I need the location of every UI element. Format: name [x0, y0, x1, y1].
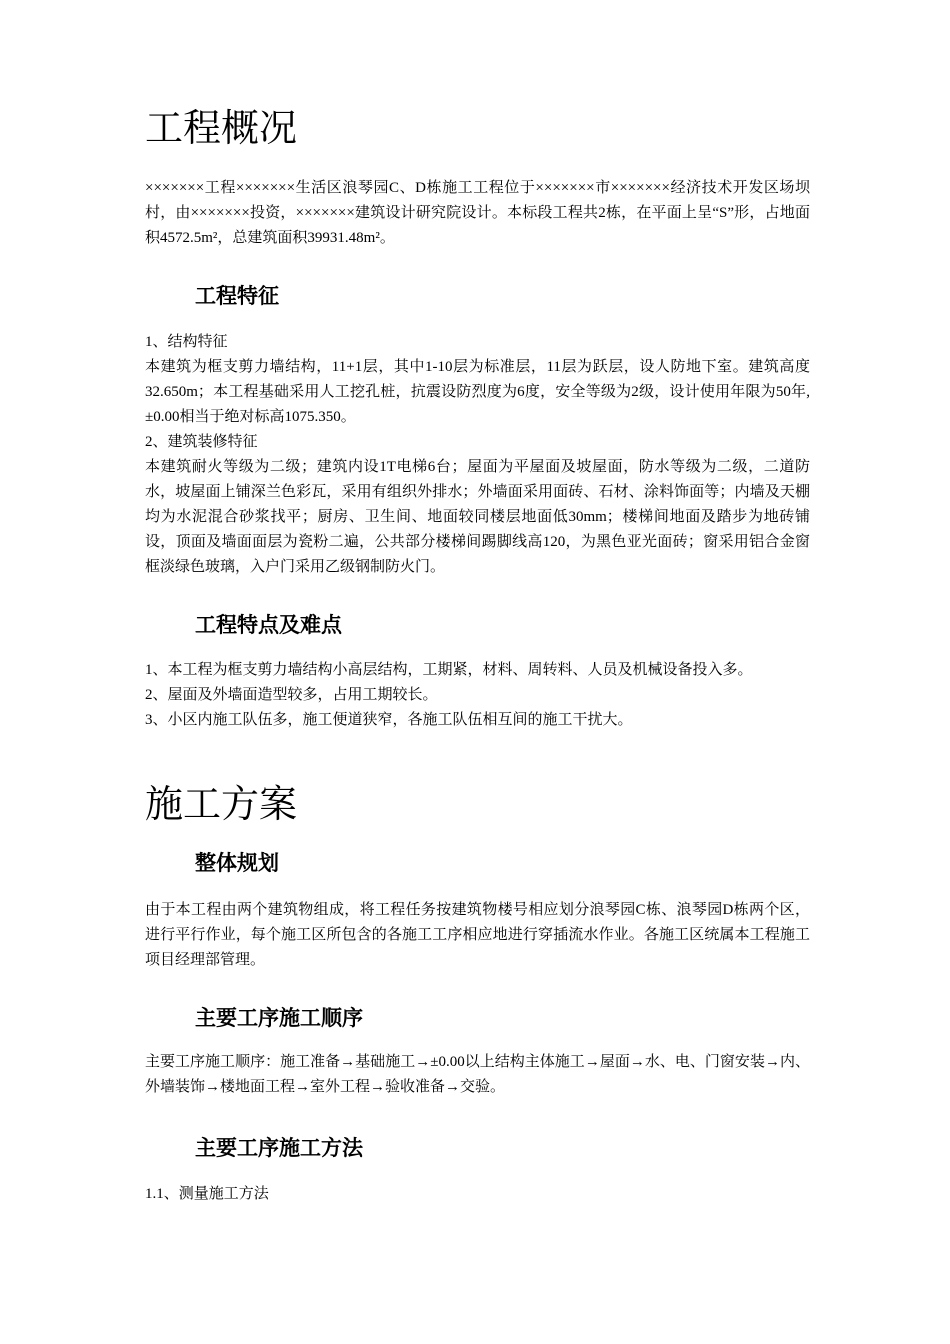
overview-paragraph: ×××××××工程×××××××生活区浪琴园C、D栋施工工程位于×××××××市×××××××经济技术开发区场坝村，由×××××××投资，×××××××建筑设计研究院设计。本标段工程共2栋，在平面上呈“S”形，占地面积4572.5m²，总建筑面积39931.48m²。 [145, 180, 810, 246]
heading-features: 工程特征 [195, 283, 279, 308]
section-title-overview: 工程概况 [145, 106, 298, 150]
heading-planning: 整体规划 [195, 850, 279, 875]
planning-paragraph: 由于本工程由两个建筑物组成，将工程任务按建筑物楼号相应划分浪琴园C栋、浪琴园D栋两个区，进行平行作业，每个施工区所包含的各施工工序相应地进行穿插流水作业。各施工区统属本工程施工项目经理部管理。 [145, 902, 810, 968]
difficulty-item: 1、本工程为框支剪力墙结构小高层结构，工期紧，材料、周转料、人员及机械设备投入多。 [145, 662, 753, 678]
difficulty-item: 2、屋面及外墙面造型较多，占用工期较长。 [145, 687, 438, 703]
structure-label: 1、结构特征 [145, 334, 228, 350]
heading-methods: 主要工序施工方法 [195, 1135, 363, 1160]
heading-difficulties: 工程特点及难点 [195, 612, 342, 637]
methods-item-1: 1.1、测量施工方法 [145, 1186, 269, 1202]
section-title-plan: 施工方案 [145, 782, 298, 826]
decoration-label: 2、建筑装修特征 [145, 434, 258, 450]
difficulty-item: 3、小区内施工队伍多，施工便道狭窄，各施工队伍相互间的施工干扰大。 [145, 712, 633, 728]
sequence-paragraph: 主要工序施工顺序：施工准备→基础施工→±0.00以上结构主体施工→屋面→水、电、门窗安装→内、外墙装饰→楼地面工程→室外工程→验收准备→交验。 [145, 1054, 810, 1095]
decoration-paragraph: 本建筑耐火等级为二级；建筑内设1T电梯6台；屋面为平屋面及坡屋面，防水等级为二级，二道防水，坡屋面上铺深兰色彩瓦，采用有组织外排水；外墙面采用面砖、石材、涂料饰面等；内墙及天棚均为水泥混合砂浆找平；厨房、卫生间、地面较同楼层地面低30mm；楼梯间地面及踏步为地砖铺设，顶面及墙面面层为瓷粉二遍，公共部分楼梯间踢脚线高120，为黑色亚光面砖；窗采用铝合金窗框淡绿色玻璃，入户门采用乙级钢制防火门。 [145, 459, 810, 575]
structure-paragraph: 本建筑为框支剪力墙结构，11+1层，其中1-10层为标准层，11层为跃层，设人防地下室。建筑高度32.650m；本工程基础采用人工挖孔桩，抗震设防烈度为6度，安全等级为2级，设计使用年限为50年,±0.00相当于绝对标高1075.350。 [145, 359, 810, 425]
heading-sequence: 主要工序施工顺序 [195, 1005, 363, 1030]
